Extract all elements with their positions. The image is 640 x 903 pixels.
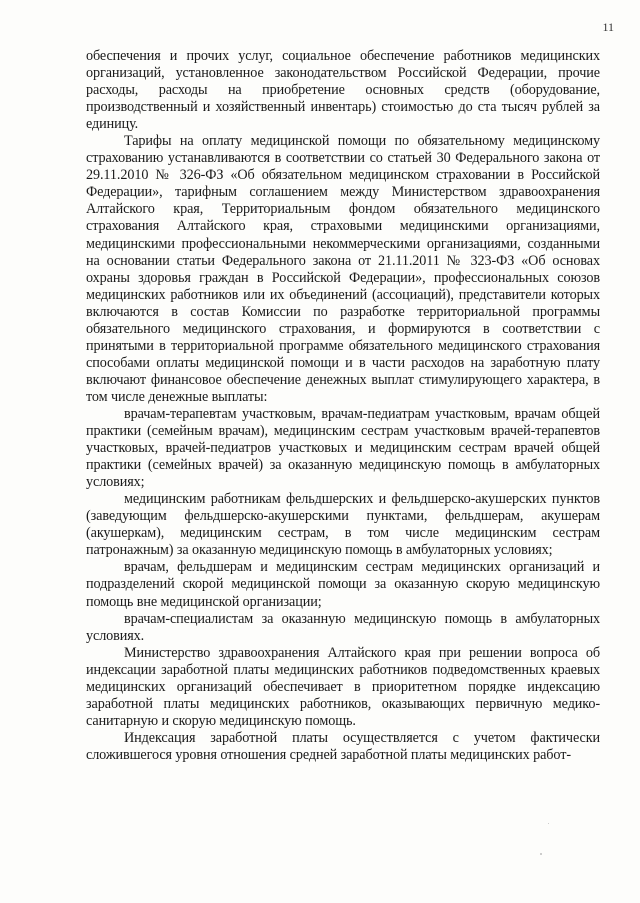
paragraph-list-item-emergency-care: врачам, фельдшерам и медицинским сестрам медицинских организаций и подразделений скорой медицинской помощи за оказанную скорую медицинскую помощь вне медицинской организации; xyxy=(86,559,600,610)
paragraph-list-item-feldsher-points: медицинским работникам фельдшерских и фельдшерско-акушерских пунктов (заведующим фельдшерско-акушерскими пунктами, фельдшерам, акушерам (акушеркам), медицинским сестрам, в том числе медицинским сестрам патронажным) за оказанную медицинскую помощь в амбулаторных условиях; xyxy=(86,491,600,559)
paragraph-continuation: обеспечения и прочих услуг, социальное обеспечение работников медицинских организаций, установленное законодательством Российской Федерации, прочие расходы, расходы на приобретение основных средств (оборудование, производственный и хозяйственный инвентарь) стоимостью до ста тысяч рублей за единицу. xyxy=(86,48,600,133)
paragraph-list-item-specialists: врачам-специалистам за оказанную медицинскую помощь в амбулаторных условиях. xyxy=(86,610,600,644)
scan-speck xyxy=(540,853,542,855)
paragraph-tariffs: Тарифы на оплату медицинской помощи по обязательному медицинскому страхованию устанавливаются в соответствии со статьей 30 Федерального закона от 29.11.2010 № 326-ФЗ «Об обязательном медицинском страховании в Российской Федерации», тарифным соглашением между Министерством здравоохранения Алтайского края, Территориальным фондом обязательного медицинского страхования Алтайского края, страховыми медицинскими организациями, медицинскими профессиональными некоммерческими организациями, созданными на основании статьи Федерального закона от 21.11.2011 № 323-ФЗ «Об основах охраны здоровья граждан в Российской Федерации», профессиональных союзов медицинских работников или их объединений (ассоциаций), представители которых включаются в состав Комиссии по разработке территориальной программы обязательного медицинского страхования, и формируются в соответствии с принятыми в территориальной программе обязательного медицинского страхования способами оплаты медицинской помощи и в части расходов на заработную плату включают финансовое обеспечение денежных выплат стимулирующего характера, в том числе денежные выплаты: xyxy=(86,133,600,405)
scan-speck xyxy=(548,823,549,824)
page-number: 11 xyxy=(602,20,614,34)
document-body xyxy=(86,48,600,764)
paragraph-ministry-indexation: Министерство здравоохранения Алтайского края при решении вопроса об индексации заработной платы медицинских работников подведомственных краевых медицинских организаций обеспечивает в приоритетном порядке индексацию заработной платы медицинских работников, оказывающих первичную медико-санитарную и скорую медицинскую помощь. xyxy=(86,644,600,729)
paragraph-indexation-continues: Индексация заработной платы осуществляется с учетом фактически сложившегося уровня отношения средней заработной платы медицинских работ- xyxy=(86,729,600,763)
paragraph-list-item-district-doctors: врачам-терапевтам участковым, врачам-педиатрам участковым, врачам общей практики (семейным врачам), медицинским сестрам участковым врачей-терапевтов участковых, врачей-педиатров участковых и медицинским сестрам врачей общей практики (семейных врачей) за оказанную медицинскую помощь в амбулаторных условиях; xyxy=(86,405,600,491)
